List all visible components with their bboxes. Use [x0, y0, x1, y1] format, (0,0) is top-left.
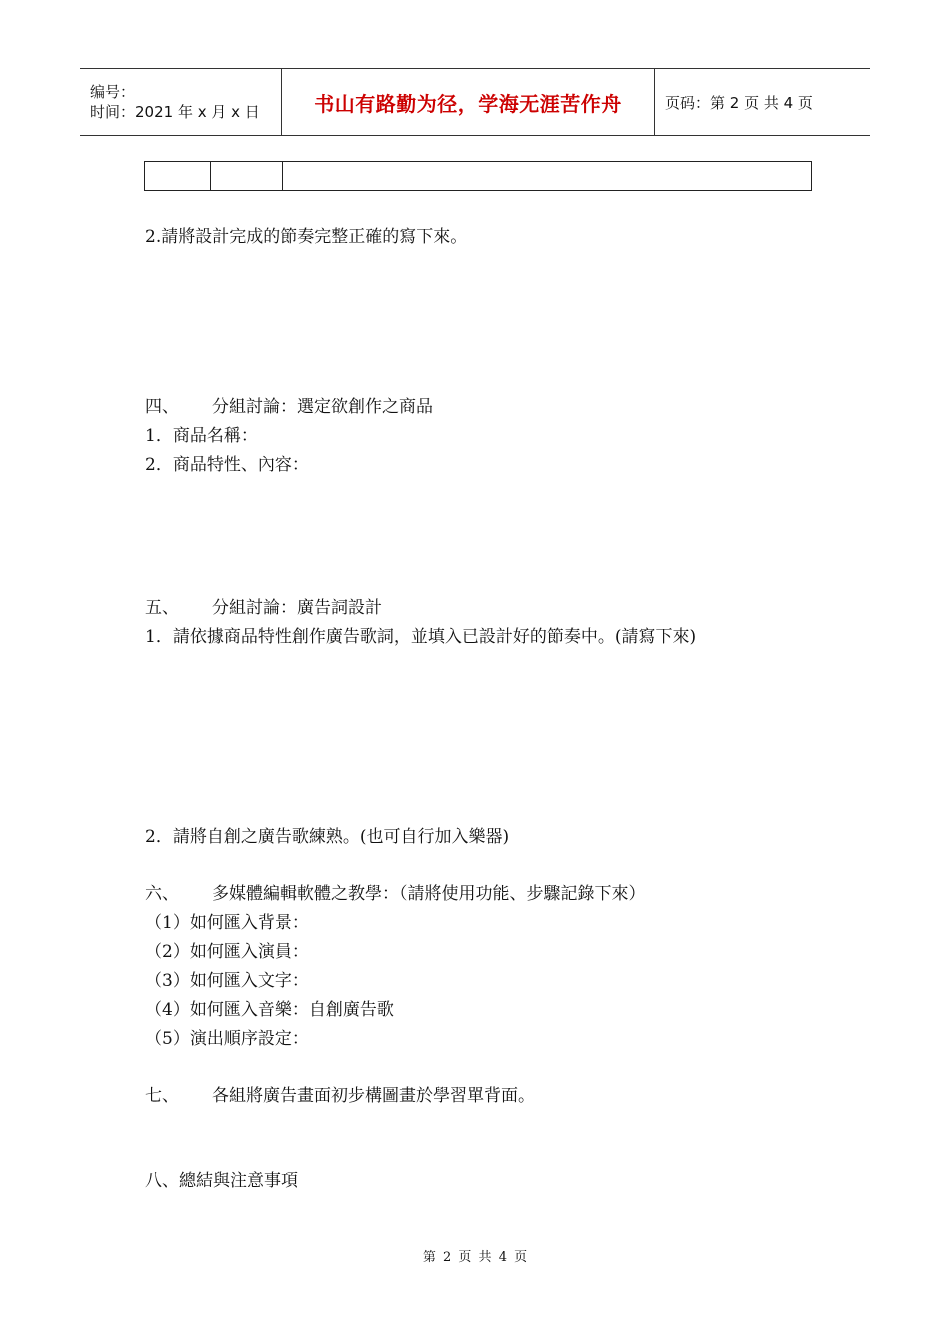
- section-4-question-1: 1．商品名稱：: [145, 426, 258, 446]
- section-number: 七、: [145, 1086, 179, 1106]
- header-page-cell: [655, 69, 870, 135]
- page-header: [80, 68, 870, 136]
- section-6-item-3: （3）如何匯入文字：: [145, 971, 309, 991]
- section-number: 四、: [145, 397, 179, 417]
- header-page-label: 页码：第 2 页 共 4 页: [665, 93, 813, 112]
- section-5-question-1: 1．請依據商品特性創作廣告歌詞，並填入已設計好的節奏中。(請寫下來): [145, 627, 697, 647]
- item-2-rhythm-instruction: 2.請將設計完成的節奏完整正確的寫下來。: [145, 227, 468, 247]
- section-6-heading: [145, 883, 646, 905]
- document-time-label: 时间：2021 年 x 月 x 日: [90, 103, 260, 121]
- header-slogan-cell: [281, 69, 655, 135]
- blank-rhythm-table: [144, 161, 812, 191]
- header-slogan: 书山有路勤为径，学海无涯苦作舟: [314, 91, 622, 116]
- header-left-cell: [80, 69, 281, 135]
- table-cell: [145, 162, 210, 190]
- document-number-label: 编号：: [90, 83, 136, 101]
- section-number: 五、: [145, 598, 179, 618]
- section-title: 分組討論：選定欲創作之商品: [212, 397, 433, 417]
- section-6-item-5: （5）演出順序設定：: [145, 1029, 309, 1049]
- section-7-heading: [145, 1085, 535, 1107]
- section-5-question-2: 2．請將自創之廣告歌練熟。(也可自行加入樂器): [145, 827, 510, 847]
- section-4-heading: [145, 396, 433, 418]
- section-title: 多媒體編輯軟體之教學：（請將使用功能、步驟記錄下來）: [212, 884, 646, 904]
- section-title: 各組將廣告畫面初步構圖畫於學習單背面。: [212, 1086, 535, 1106]
- section-4-question-2: 2．商品特性、內容：: [145, 455, 309, 475]
- section-6-item-1: （1）如何匯入背景：: [145, 913, 309, 933]
- section-5-heading: [145, 597, 382, 619]
- table-cell: [282, 162, 811, 190]
- section-title: 分組討論：廣告詞設計: [212, 598, 382, 618]
- section-6-item-2: （2）如何匯入演員：: [145, 942, 309, 962]
- section-number: 六、: [145, 884, 179, 904]
- page-footer: 第 2 页 共 4 页: [422, 1250, 528, 1265]
- table-cell: [210, 162, 282, 190]
- section-6-item-4: （4）如何匯入音樂：自創廣告歌: [145, 1000, 394, 1020]
- section-8-heading: 八、總結與注意事項: [145, 1171, 298, 1191]
